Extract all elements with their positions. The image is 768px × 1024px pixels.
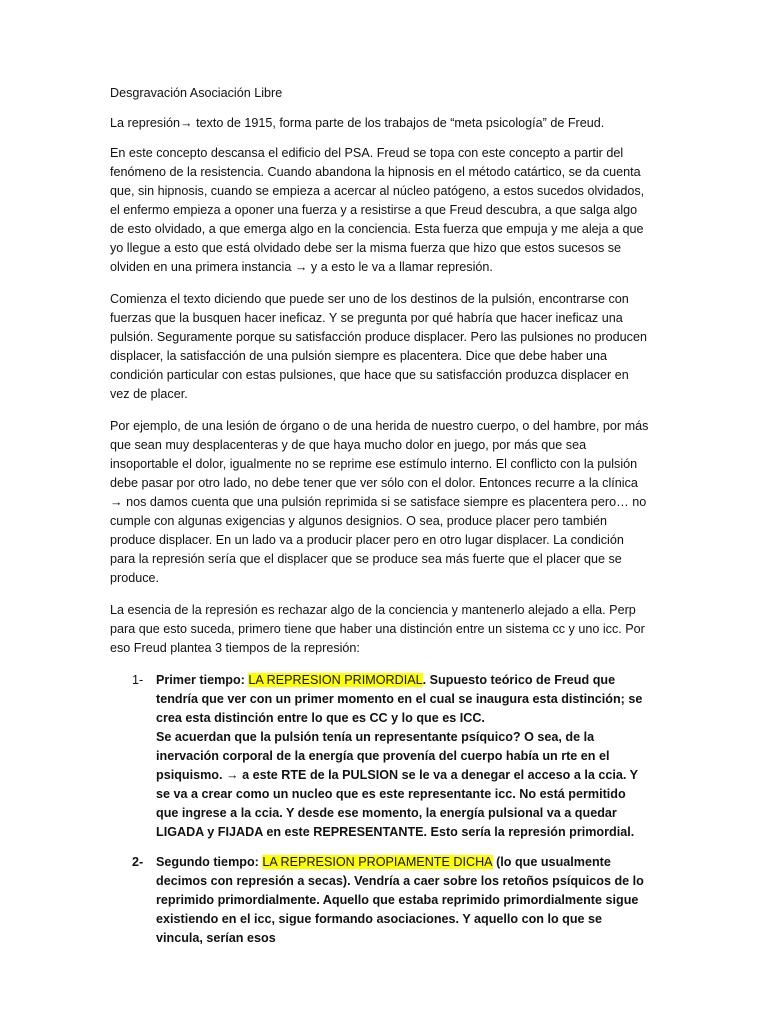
tiempos-list (110, 671, 650, 948)
document-title: Desgravación Asociación Libre (110, 86, 283, 100)
body-paragraph-3: Por ejemplo, de una lesión de órgano o de una herida de nuestro cuerpo, o del hambre, por más que sean muy desplacenteras y de que haya mucho dolor en juego, por más que sea insoportable el dolor, igualmente no se reprime ese estímulo interno. El conflicto con la pulsión debe pasar por otro lado, no debe tener que ver sólo con el dolor. Entonces recurre a la clínica → nos damos cuenta que una pulsión reprimida si se satisface siempre es placentera pero… no cumple con algunas exigencias y algunos designios. O sea, produce placer pero también produce displacer. En un lado va a producir placer pero en otro lugar displacer. La condición para la represión sería que el displacer que se produce sea más fuerte que el placer que se produce. (110, 419, 649, 585)
tiempo-item-2 (110, 853, 650, 948)
tiempo-text: . Supuesto teórico de Freud que tendría que ver con un primer momento en el cual se inaugura esta distinción; se crea esta distinción entre lo que es CC y lo que es ICC. (156, 673, 643, 725)
tiempo-number: 2- (132, 855, 144, 869)
body-paragraph-4: La esencia de la represión es rechazar algo de la conciencia y mantenerlo alejado a ella. Perp para que esto suceda, primero tiene que haber una distinción entre un sistema cc y uno icc. Por eso Freud plantea 3 tiempos de la represión: (110, 603, 645, 655)
tiempo-item-1 (110, 671, 650, 842)
lead-paragraph: La represión→ texto de 1915, forma parte de los trabajos de “meta psicología” de Freud. (110, 116, 605, 130)
document-page (110, 84, 650, 959)
tiempo-number: 1- (132, 673, 144, 687)
tiempo-text: (lo que usualmente decimos con represión a secas). Vendría a caer sobre los retoños psíquicos de lo reprimido primordialmente. Aquello que estaba reprimido primordialmente sigue existiendo en el icc, sigue formando asociaciones. Y aquello con lo que se vincula, serían esos (156, 855, 644, 945)
tiempo-label: Primer tiempo: (156, 673, 245, 687)
tiempo-text-continued: Se acuerdan que la pulsión tenía un representante psíquico? O sea, de la inervación corporal de la energía que provenía del cuerpo había un rte en el psiquismo. → a este RTE de la PULSION se le va a denegar el acceso a la ccia. Y se va a crear como un nucleo que es este representante icc. No está permitido que ingrese a la ccia. Y desde ese momento, la energía pulsional va a quedar LIGADA y FIJADA en este REPRESENTANTE. Esto sería la represión primordial. (156, 730, 638, 839)
body-paragraph-1: En este concepto descansa el edificio del PSA. Freud se topa con este concepto a partir del fenómeno de la resistencia. Cuando abandona la hipnosis en el método catártico, se da cuenta que, sin hipnosis, cuando se empieza a acercar al núcleo patógeno, a estos sucedos olvidados, el enfermo empieza a oponer una fuerza y a resistirse a que Freud descubra, a que salga algo de esto olvidado, a que emerga algo en la conciencia. Esta fuerza que empuja y me aleja a que yo llegue a esto que está olvidado debe ser la misma fuerza que hizo que estos sucesos se olviden en una primera instancia → y a esto le va a llamar represión. (110, 146, 645, 274)
tiempo-highlight: LA REPRESION PRIMORDIAL (248, 673, 423, 687)
tiempo-label: Segundo tiempo: (156, 855, 259, 869)
tiempo-highlight: LA REPRESION PROPIAMENTE DICHA (262, 855, 493, 869)
body-paragraph-2: Comienza el texto diciendo que puede ser uno de los destinos de la pulsión, encontrarse con fuerzas que la busquen hacer ineficaz. Y se pregunta por qué habría que hacer ineficaz una pulsión. Seguramente porque su satisfacción produce displacer. Pero las pulsiones no producen displacer, la satisfacción de una pulsión siempre es placentera. Dice que debe haber una condición particular con estas pulsiones, que hace que su satisfacción produzca displacer en vez de placer. (110, 292, 647, 401)
